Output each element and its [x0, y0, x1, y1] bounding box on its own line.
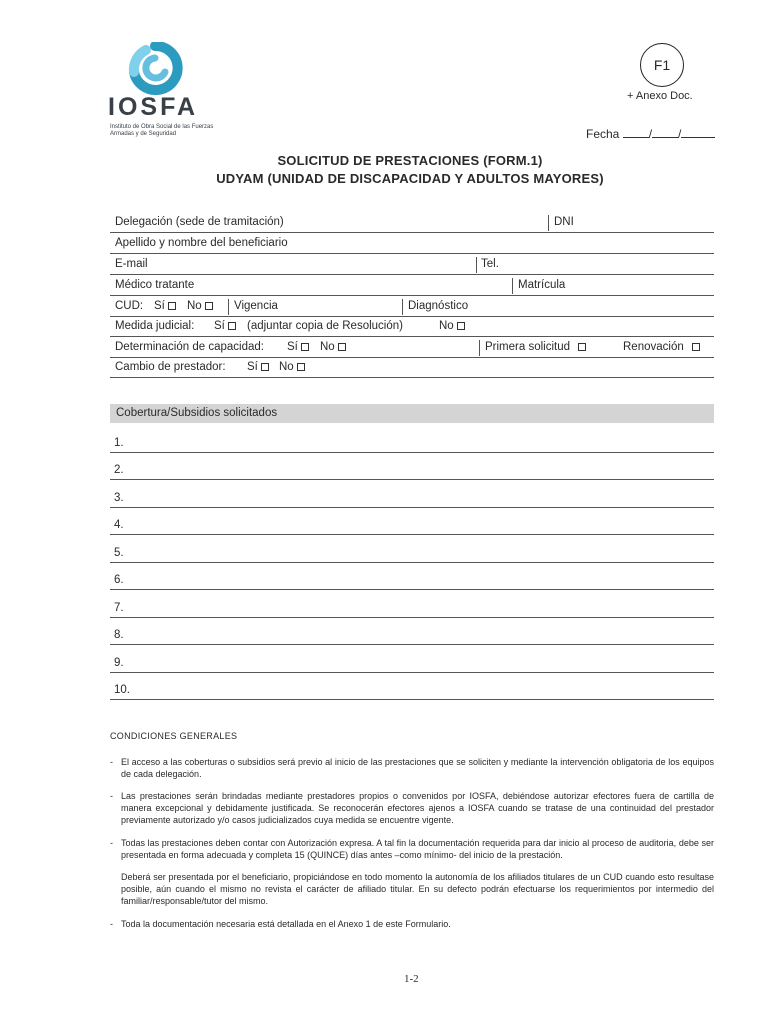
- coverage-line-number: 1.: [114, 437, 124, 449]
- divider: [512, 278, 513, 294]
- cud-si-checkbox[interactable]: [168, 302, 176, 310]
- cambio-no-checkbox[interactable]: [297, 363, 305, 371]
- row-cud: [110, 296, 714, 317]
- coverage-line-number: 4.: [114, 519, 124, 531]
- row-delegacion: [110, 212, 714, 233]
- renovacion-option: [623, 341, 706, 353]
- medida-label: Medida judicial:: [115, 320, 195, 332]
- coverage-line[interactable]: [110, 436, 714, 453]
- form-title: SOLICITUD DE PRESTACIONES (FORM.1): [277, 153, 543, 168]
- bullet-dash: -: [110, 838, 113, 848]
- row-medico: [110, 275, 714, 296]
- medida-no-option: [439, 320, 471, 332]
- condition-item: [110, 918, 714, 930]
- vigencia-label: Vigencia: [234, 300, 278, 312]
- divider: [228, 299, 229, 315]
- diagnostico-label: Diagnóstico: [408, 300, 469, 312]
- cambio-label: Cambio de prestador:: [115, 361, 226, 373]
- renovacion-checkbox[interactable]: [692, 343, 700, 351]
- no-label: No: [279, 361, 294, 373]
- date-day-blank[interactable]: [623, 127, 649, 138]
- coverage-line[interactable]: [110, 546, 714, 563]
- coverage-line-number: 8.: [114, 629, 124, 641]
- medida-si-checkbox[interactable]: [228, 322, 236, 330]
- primera-solicitud-checkbox[interactable]: [578, 343, 586, 351]
- determinacion-label: Determinación de capacidad:: [115, 341, 264, 353]
- bullet-dash: -: [110, 757, 113, 767]
- medico-label: Médico tratante: [115, 279, 195, 291]
- iosfa-logo-mark: [126, 42, 184, 96]
- apellido-label: Apellido y nombre del beneficiario: [115, 237, 288, 249]
- no-label: No: [320, 341, 335, 353]
- matricula-label: Matrícula: [518, 279, 566, 291]
- condition-text: Todas las prestaciones deben contar con Autorización expresa. A tal fin la documentación requerida para dar inicio al proceso de auditoria, debe ser presentada en forma adecuada y completa 15 (QUINCE) días antes –como mínimo- del inicio de la prestación.: [121, 838, 714, 860]
- coverage-line[interactable]: [110, 463, 714, 480]
- cud-si-option: [154, 300, 182, 312]
- coverage-line[interactable]: [110, 573, 714, 590]
- determinacion-si-checkbox[interactable]: [301, 343, 309, 351]
- row-apellido: [110, 233, 714, 254]
- row-determinacion: [110, 337, 714, 358]
- primera-solicitud-option: [485, 341, 592, 353]
- coverage-header-label: Cobertura/Subsidios solicitados: [116, 407, 278, 419]
- condition-text: Las prestaciones serán brindadas mediante prestadores propios o convenidos por IOSFA, debiéndose autorizar efectores fuera de cartilla de manera excepcional y debidamente justificada. Se reconocerán efectores ajenos a IOSFA cuando se tratase de una continuidad del prestador previamente autorizado y/o casos judicializados cuya medida se encuentre vigente.: [121, 791, 714, 825]
- no-label: No: [439, 320, 454, 332]
- condition-item: [110, 871, 714, 907]
- cud-no-checkbox[interactable]: [205, 302, 213, 310]
- cambio-si-checkbox[interactable]: [261, 363, 269, 371]
- bullet-dash: -: [110, 791, 113, 801]
- si-label: Sí: [214, 320, 225, 332]
- coverage-line[interactable]: [110, 628, 714, 645]
- annex-note: + Anexo Doc.: [627, 90, 693, 102]
- date-field[interactable]: Fecha / /: [586, 127, 715, 141]
- condition-item: [110, 790, 714, 826]
- condition-item: [110, 756, 714, 780]
- no-label: No: [187, 300, 202, 312]
- coverage-line-number: 9.: [114, 657, 124, 669]
- determinacion-si-option: [287, 341, 315, 353]
- form-subtitle: UDYAM (UNIDAD DE DISCAPACIDAD Y ADULTOS MAYORES): [216, 171, 604, 186]
- tel-label: Tel.: [481, 258, 499, 270]
- divider: [402, 299, 403, 315]
- renovacion-label: Renovación: [623, 341, 684, 353]
- email-label: E-mail: [115, 258, 148, 270]
- si-label: Sí: [154, 300, 165, 312]
- date-label: Fecha: [586, 127, 620, 141]
- primera-solicitud-label: Primera solicitud: [485, 341, 570, 353]
- adjuntar-note: (adjuntar copia de Resolución): [247, 320, 403, 332]
- condition-text: Toda la documentación necesaria está detallada en el Anexo 1 de este Formulario.: [121, 919, 451, 929]
- form-code-badge: F1: [640, 43, 684, 87]
- coverage-line-number: 5.: [114, 547, 124, 559]
- dni-label: DNI: [554, 216, 574, 228]
- condition-text: El acceso a las coberturas o subsidios será previo al inicio de las prestaciones que se soliciten y mediante la intervención obligatoria de los equipos de cada delegación.: [121, 757, 714, 779]
- coverage-line[interactable]: [110, 601, 714, 618]
- coverage-line[interactable]: [110, 656, 714, 673]
- si-label: Sí: [287, 341, 298, 353]
- coverage-line[interactable]: [110, 518, 714, 535]
- condition-item: [110, 837, 714, 861]
- logo-subtitle: Instituto de Obra Social de las Fuerzas Armadas y de Seguridad: [110, 124, 214, 137]
- bullet-dash: -: [110, 919, 113, 929]
- delegacion-label: Delegación (sede de tramitación): [115, 216, 284, 228]
- logo-text: IOSFA: [108, 93, 199, 121]
- cambio-si-option: [247, 361, 275, 373]
- row-cambio-prestador: [110, 357, 714, 378]
- coverage-line-number: 6.: [114, 574, 124, 586]
- coverage-line[interactable]: [110, 491, 714, 508]
- date-month-blank[interactable]: [652, 127, 678, 138]
- date-year-blank[interactable]: [681, 127, 715, 138]
- medida-no-checkbox[interactable]: [457, 322, 465, 330]
- coverage-line-number: 10.: [114, 684, 130, 696]
- row-medida-judicial: [110, 316, 714, 337]
- si-label: Sí: [247, 361, 258, 373]
- divider: [548, 215, 549, 231]
- cambio-no-option: [279, 361, 311, 373]
- coverage-line-number: 2.: [114, 464, 124, 476]
- determinacion-no-option: [320, 341, 352, 353]
- conditions-title: CONDICIONES GENERALES: [110, 731, 238, 741]
- divider: [479, 340, 480, 356]
- coverage-header: [110, 404, 714, 423]
- coverage-line-number: 7.: [114, 602, 124, 614]
- divider: [476, 257, 477, 273]
- row-email: [110, 254, 714, 275]
- page-number: 1-2: [404, 973, 419, 985]
- coverage-line[interactable]: [110, 683, 714, 700]
- determinacion-no-checkbox[interactable]: [338, 343, 346, 351]
- coverage-line-number: 3.: [114, 492, 124, 504]
- cud-label: CUD:: [115, 300, 144, 312]
- medida-si-option: [214, 320, 242, 332]
- cud-no-option: [187, 300, 219, 312]
- condition-text: Deberá ser presentada por el beneficiario, propiciándose en todo momento la autonomía de los afiliados titulares de un CUD cuando esto resultase posible, aún cuando el mismo no revista el carácter de afiliado titular. En su defecto podrán efectuarse los requerimientos por intermedio del familiar/responsable/tutor del mismo.: [121, 872, 714, 906]
